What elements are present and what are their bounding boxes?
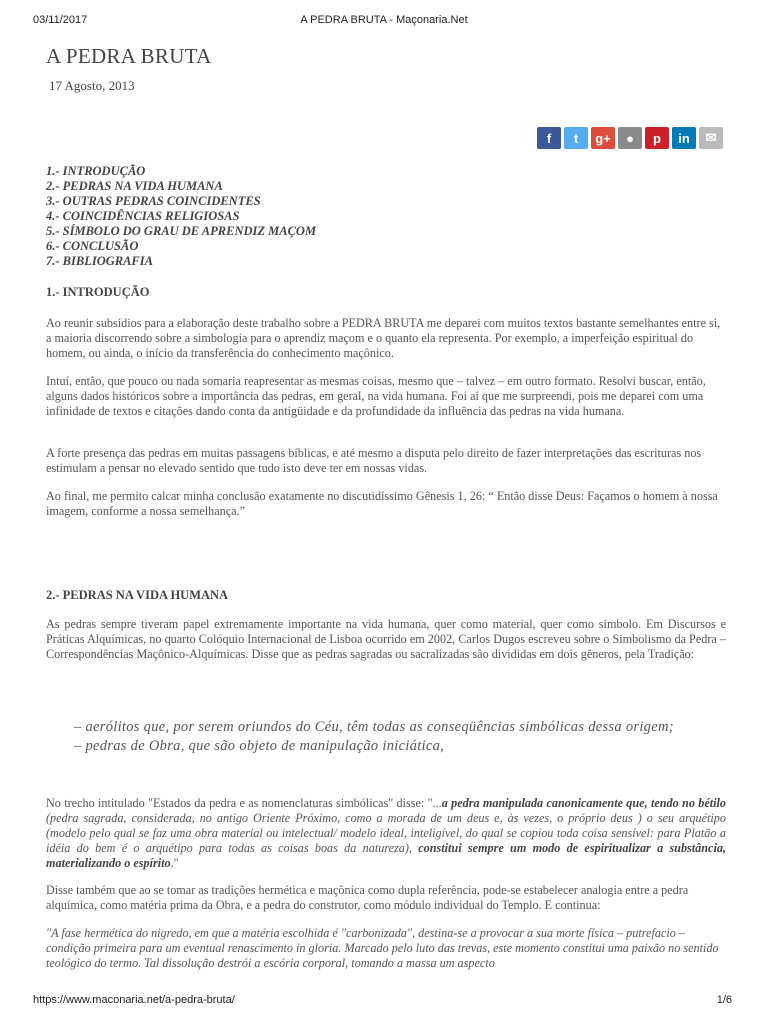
text-run: (pedra sagrada, considerada, no antigo Oriente Próximo, como a morada de um deus e, às vezes, o próprio deus ) o seu arquétipo (modelo pelo qual se faz uma obra material ou intelectual/ modelo ideal, inteligível, do qual se copiou toda coisa sensível: para Platão a idéia do bem é o arquétipo para todas as coisas boas da natureza),	[46, 811, 726, 855]
quote-line: – aerólitos que, por serem oriundos do Céu, têm todas as conseqüências simbólicas dessa origem;	[74, 719, 674, 735]
section-heading-pedras: 2.- PEDRAS NA VIDA HUMANA	[46, 588, 229, 602]
paragraph: "A fase hermética do nigredo, em que a matéria escolhida é "carbonizada", destina-se a provocar a sua morte física – putrefacio – condição primeira para um eventual renascimento in gloria. Marcado pelo luto das trevas, este momento constitui uma paixão no sentido teológico do termo. Tal dissolução destrói a escória corporal, tomando a massa um aspecto	[46, 926, 719, 970]
toc-item[interactable]: 3.- OUTRAS PEDRAS COINCIDENTES	[46, 194, 261, 208]
paragraph: Ao reunir subsídios para a elaboração deste trabalho sobre a PEDRA BRUTA me deparei com muitos textos bastante semelhantes entre si, a maioria discorrendo sobre a simbologia para o aprendiz maçom e o quanto ela representa. Por exemplo, a imperfeição espiritual do homem, ou ainda, o início da transferência do conhecimento maçônico.	[46, 316, 721, 360]
toc-item[interactable]: 7.- BIBLIOGRAFIA	[46, 254, 153, 268]
twitter-icon[interactable]: t	[564, 127, 588, 149]
toc-item[interactable]: 1.- INTRODUÇÃO	[46, 164, 146, 178]
blockquote	[74, 718, 714, 756]
toc-item[interactable]: 4.- COINCIDÊNCIAS RELIGIOSAS	[46, 209, 240, 223]
paragraph: As pedras sempre tiveram papel extremamente importante na vida humana, quer como material, quer como símbolo. Em Discursos e Práticas Alquímicas, no quarto Colóquio Internacional de Lisboa ocorrido em 2002, Carlos Dugos escreveu sobre o Simbolismo da Pedra – Correspondências Maçônico-Alquímicas. Disse que as pedras sagradas ou sacralizadas são divididas em dois gêneros, pela Tradição:	[46, 617, 726, 661]
text-run: ."	[170, 856, 179, 870]
toc-item[interactable]: 6.- CONCLUSÃO	[46, 239, 139, 253]
quote-line: – pedras de Obra, que são objeto de manipulação iniciática,	[74, 738, 445, 754]
paragraph	[46, 796, 726, 871]
print-title: A PEDRA BRUTA - Maçonaria.Net	[300, 14, 468, 26]
text-run: No trecho intitulado "Estados da pedra e as nomenclaturas simbólicas" disse: "...	[46, 796, 442, 810]
share-buttons	[537, 127, 723, 149]
bold-text: constitui sempre um modo de espiritualizar a substância, materializando o espírito	[46, 841, 726, 870]
table-of-contents	[46, 164, 316, 269]
paragraph: Intuí, então, que pouco ou nada somaria reapresentar as mesmas coisas, mesmo que – talvez – em outro formato. Resolvi buscar, então, alguns dados históricos sobre a importância das pedras, em geral, na vida humana. Foi aí que me surpreendi, pois me deparei com uma infinidade de textos e citações dando conta da antigüidade e da profundidade da influência das pedras na vida humana.	[46, 374, 706, 418]
pinterest-icon[interactable]: p	[645, 127, 669, 149]
paragraph: Disse também que ao se tomar as tradições hermética e maçônica como dupla referência, pode-se estabelecer analogia entre a pedra alquímica, como matéria prima da Obra, e a pedra do construtor, como módulo individual do Templo. E continua:	[46, 883, 689, 912]
bold-text: a pedra manipulada canonicamente que, tendo no bétilo	[441, 796, 726, 810]
post-date: 17 Agosto, 2013	[49, 78, 135, 93]
page-number: 1/6	[716, 994, 732, 1006]
facebook-icon[interactable]: f	[537, 127, 561, 149]
page-url: https://www.maconaria.net/a-pedra-bruta/	[33, 994, 235, 1006]
page-title: A PEDRA BRUTA	[46, 44, 212, 68]
section-heading-introducao: 1.- INTRODUÇÃO	[46, 285, 150, 299]
reddit-icon[interactable]: ●	[618, 127, 642, 149]
linkedin-icon[interactable]: in	[672, 127, 696, 149]
toc-item[interactable]: 2.- PEDRAS NA VIDA HUMANA	[46, 179, 223, 193]
paragraph: Ao final, me permito calcar minha conclusão exatamente no discutidíssimo Gênesis 1, 26: “ Então disse Deus: Façamos o homem à nossa imagem, conforme a nossa semelhança.”	[46, 489, 718, 518]
print-date: 03/11/2017	[33, 14, 88, 26]
toc-item[interactable]: 5.- SÍMBOLO DO GRAU DE APRENDIZ MAÇOM	[46, 224, 317, 238]
email-icon[interactable]: ✉	[699, 127, 723, 149]
google-plus-icon[interactable]: g+	[591, 127, 615, 149]
paragraph: A forte presença das pedras em muitas passagens bíblicas, e até mesmo a disputa pelo direito de fazer interpretações das escrituras nos estimulam a pensar no elevado sentido que tudo isto deve ter em nossas vidas.	[46, 446, 702, 475]
